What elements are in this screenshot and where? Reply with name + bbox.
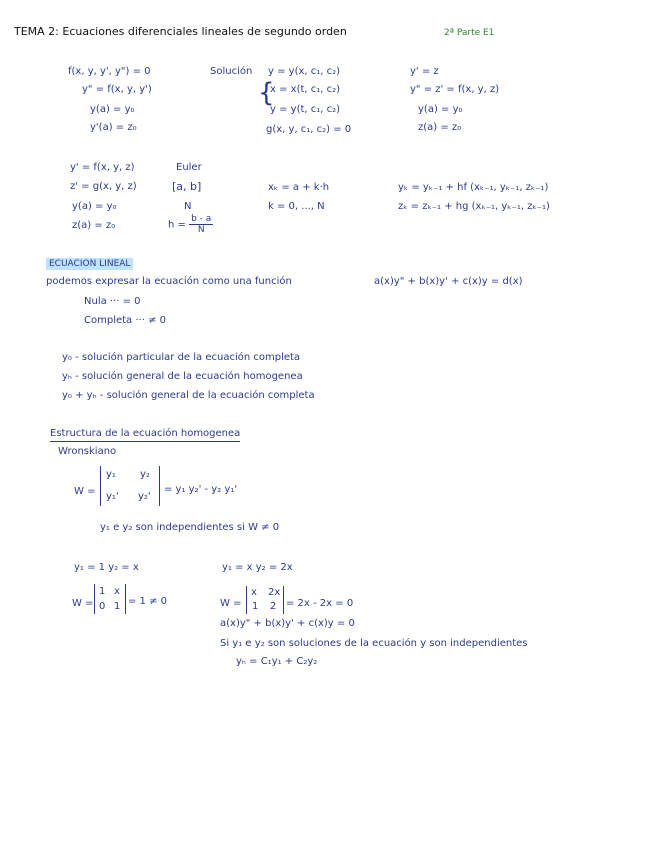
system-brace: {	[258, 78, 275, 108]
system-z: z' = g(x, y, z)	[70, 181, 137, 192]
step-fraction	[189, 214, 213, 235]
completa-case: Completa ··· ≠ 0	[84, 315, 166, 326]
solucion-equation: y = y(x, c₁, c₂)	[268, 66, 341, 77]
initial-condition-yp: y'(a) = z₀	[90, 122, 137, 133]
system-y: y' = f(x, y, z)	[70, 162, 135, 173]
example1-cell-22: 1	[114, 601, 121, 612]
def-particular: y₀ - solución particular de la ecuación completa	[62, 352, 301, 363]
matrix-cell-22: y₂'	[138, 491, 151, 502]
section-heading-lineal: ECUACION LINEAL	[46, 258, 133, 270]
step-formula	[168, 214, 213, 235]
system-ya: y(a) = y₀	[72, 201, 117, 212]
example2-cell-21: 1	[252, 601, 259, 612]
explicit-equation: y" = f(x, y, y')	[82, 84, 152, 95]
solucion-label: Solución	[210, 66, 253, 77]
example1-cell-11: 1	[99, 586, 106, 597]
system-za: z(a) = z₀	[72, 220, 116, 231]
example1-w-label: W =	[72, 598, 94, 609]
matrix-cell-21: y₁'	[106, 491, 119, 502]
example2-result: = 2x - 2x = 0	[286, 598, 354, 609]
example2-cell-22: 2	[270, 601, 277, 612]
homogeneous-equation: a(x)y" + b(x)y' + c(x)y = 0	[220, 618, 355, 629]
substitution-4: z(a) = z₀	[418, 122, 462, 133]
section-heading-estructura: Estructura de la ecuación homogenea	[50, 428, 240, 442]
example1-functions: y₁ = 1 y₂ = x	[74, 562, 139, 573]
substitution-3: y(a) = y₀	[418, 104, 463, 115]
lineal-description: podemos expresar la ecuación como una función	[46, 276, 292, 287]
step-prefix: h =	[168, 219, 186, 231]
matrix-cell-12: y₂	[140, 469, 150, 480]
initial-condition-y: y(a) = y₀	[90, 104, 135, 115]
substitution-1: y' = z	[410, 66, 439, 77]
yk-formula: yₖ = yₖ₋₁ + hf (xₖ₋₁, yₖ₋₁, zₖ₋₁)	[398, 182, 549, 193]
example1-result: = 1 ≠ 0	[128, 596, 168, 607]
general-homogeneous-solution: yₕ = C₁y₁ + C₂y₂	[236, 656, 318, 667]
zk-formula: zₖ = zₖ₋₁ + hg (xₖ₋₁, yₖ₋₁, zₖ₋₁)	[398, 201, 550, 212]
independence-condition: y₁ e y₂ son independientes si W ≠ 0	[100, 522, 280, 533]
euler-label: Euler	[176, 162, 202, 173]
example2-functions: y₁ = x y₂ = 2x	[222, 562, 293, 573]
k-range: k = 0, ..., N	[268, 201, 325, 212]
def-general: y₀ + yₕ - solución general de la ecuación completa	[62, 390, 315, 401]
step-denominator: N	[197, 225, 205, 235]
substitution-2: y" = z' = f(x, y, z)	[410, 84, 500, 95]
step-numerator: b - a	[191, 214, 212, 224]
example2-cell-12: 2x	[268, 587, 281, 598]
example2-cell-11: x	[251, 587, 257, 598]
xk-formula: xₖ = a + k·h	[268, 182, 330, 193]
solutions-statement: Si y₁ e y₂ son soluciones de la ecuación y son independientes	[220, 638, 528, 649]
nula-case: Nula ··· = 0	[84, 296, 141, 307]
example2-w-label: W =	[220, 598, 242, 609]
general-equation: f(x, y, y', y") = 0	[68, 66, 151, 77]
example1-cell-12: x	[114, 586, 120, 597]
example1-cell-21: 0	[99, 601, 106, 612]
wronskian-result: = y₁ y₂' - y₂ y₁'	[164, 484, 238, 495]
parametric-y: y = y(t, c₁, c₂)	[270, 104, 341, 115]
wronskian-w-label: W =	[74, 486, 96, 497]
interval: [a, b]	[172, 180, 202, 193]
matrix-cell-11: y₁	[106, 469, 116, 480]
parametric-x: x = x(t, c₁, c₂)	[270, 84, 341, 95]
page-title: TEMA 2: Ecuaciones diferenciales lineales de segundo orden	[14, 25, 347, 38]
part-label: 2ª Parte E1	[444, 28, 495, 38]
linear-equation: a(x)y" + b(x)y' + c(x)y = d(x)	[374, 276, 523, 287]
def-homogenea: yₕ - solución general de la ecuación homogenea	[62, 371, 303, 382]
wronskiano-label: Wronskiano	[58, 446, 117, 457]
n-label: N	[184, 201, 192, 212]
implicit-solution: g(x, y, c₁, c₂) = 0	[266, 124, 352, 135]
